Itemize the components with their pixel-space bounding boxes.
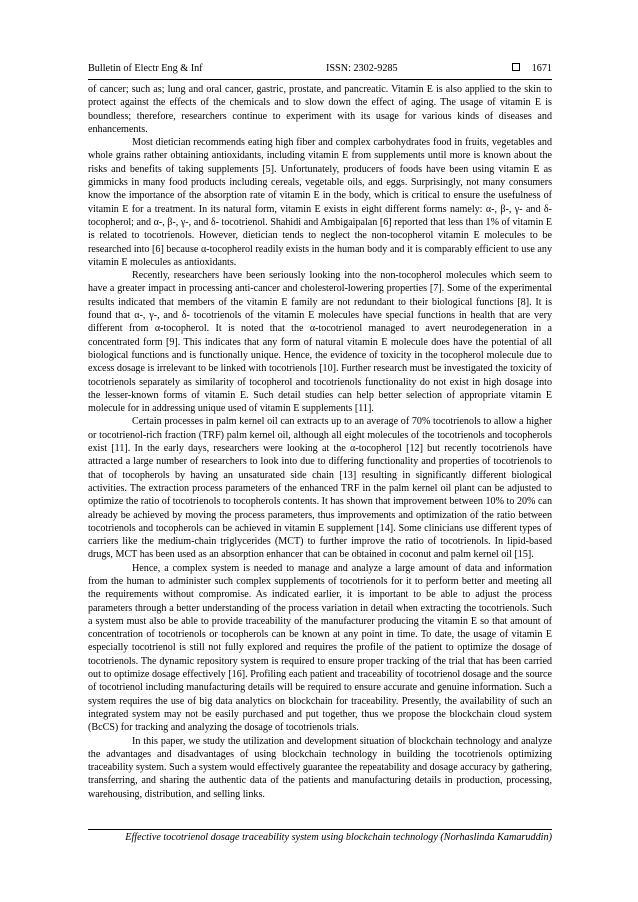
- page-number-group: [512, 61, 552, 77]
- paragraph-1: of cancer; such as; lung and oral cancer, gastric, prostate, and pancreatic. Vitamin E is also applied to the skin to protect against the effects of the chemicals and to slow down the effect of aging. The usage of vitamin E is boundless; therefore, researchers continue to experiment with its usage for various kinds of diseases and enhancements.: [88, 84, 552, 135]
- paragraph-6: In this paper, we study the utilization and development situation of blockchain technology and analyze the advantages and disadvantages of using blockchain technology in building the tocotrienols optimizing traceability system. Such a system would effectively guarantee the repeatability and dosage accuracy by gathering, transferring, and sharing the authentic data of the patients and manufacturing details in production, processing, warehousing, distribution, and selling links.: [88, 735, 552, 800]
- footer-divider: [88, 829, 552, 830]
- issn: ISSN: 2302-9285: [326, 63, 398, 74]
- running-title: Effective tocotrienol dosage traceability system using blockchain technology (Norhaslinda Kamaruddin): [125, 832, 552, 843]
- page-number: 1671: [531, 63, 552, 74]
- header-divider: [88, 79, 552, 80]
- paragraph-5: Hence, a complex system is needed to manage and analyze a large amount of data and information from the human to administer such complex supplements of tocotrienols for it to perform better and meeting all the requirements without compromise. As indicated earlier, it is important to be able to adjust the process parameters through a better understanding of the process variation in detail when extracting the tocotrienols. Such a system must also be able to provide traceability of the manufacturer producing the vitamin E so that amount of concentration of tocotrienols or tocopherols can be known at any point in time. To date, the usage of vitamin E especially tocotrienol is still not fully explored and requires the profile of the patient to optimize the dosage of tocotrienols. The dynamic repository system is required to ensure proper tracking of the trial that has been carried out to optimize dosage effectively [16]. Profiling each patient and traceability of tocotrienol dosage and the source of tocotrienol including manufacturing details will be required to ensure accurate and genuine information. Such a system requires the use of big data analytics on blockchain for traceability. Presently, the availability of such an integrated system may not be easily purchased and put together, thus we propose the blockchain cloud system (BcCS) for tracking and analyzing the dosage of tocotrienols trials.: [88, 562, 552, 734]
- paragraph-2: Most dietician recommends eating high fiber and complex carbohydrates food in fruits, vegetables and whole grains rather obtaining antioxidants, including vitamin E from supplements until more is known about the risks and benefits of taking supplements [5]. Unfortunately, producers of foods have been using vitamin E as gimmicks in many food products including cereals, vegetable oils, and eggs. Surprisingly, not many consumers know the importance of the absorption rate of vitamin E in the body, which is critical to ensure the usefulness of vitamin E for a treatment. In its natural form, vitamin E exists in eight different forms namely: α-, β-, γ- and δ-tocopherol; and α-, β-, γ-, and δ- tocotrienol. Shahidi and Ambigaipalan [6] reported that less than 1% of vitamin E is related to tocotrienols. However, dietician tends to neglect the non-tocopherol vitamin E molecules to be researched into [6] because α-tocopherol readily exists in the human body and it is comparably efficient to use any vitamin E molecules as antioxidants.: [88, 137, 552, 268]
- body-text: [88, 83, 552, 801]
- paragraph-4: Certain processes in palm kernel oil can extracts up to an average of 70% tocotrienols to allow a higher or tocotrienol-rich fraction (TRF) palm kernel oil, although all eight molecules of the tocotrienols and tocopherols exist [11]. In the early days, researchers were looking at the α-tocopherol [12] but recently tocotrienols have attracted a large number of researchers to look into due to differing functionality and properties of tocotrienols to that of tocopherols by having an unsaturated side chain [13] resulting in significantly different biological activities. The extraction process parameters of the enhanced TRF in the palm kernel oil plant can be adjusted to optimize the ratio of tocotrienols to tocopherols contents. It has shown that improvement between 10% to 20% can already be achieved by moving the process parameters, thus improvements and optimization of the ratio between tocotrienols and tocopherols can be achieved in vitamin E supplement [14]. Some clinicians use different types of carriers like the medium-chain triglycerides (MCT) to further improve the ratio of tocotrienols. In lipid-based drugs, MCT has been used as an absorption enhancer that can be obtained in coconut and palm kernel oil [15].: [88, 416, 552, 561]
- journal-name: Bulletin of Electr Eng & Inf: [88, 63, 203, 74]
- paragraph-3: Recently, researchers have been seriously looking into the non-tocopherol molecules which seem to have a greater impact in processing anti-cancer and cholesterol-lowering properties [7]. Some of the experimental results indicated that members of the vitamin E family are not redundant to their biological functions [8]. It is found that α-, γ-, and δ- tocotrienols of the vitamin E molecules have special functions in health that are very different from α-tocopherol. It is noted that the α-tocotrienol managed to avert neurodegeneration in a concentrated form [9]. This indicates that any form of natural vitamin E molecule does have the potential of all biological functions and is functionally unique. Hence, the evidence of toxicity in the tocopherol molecule due to excess dosage is irrelevant to be linked with tocotrienols [10]. Further research must be investigated the toxicity of tocotrienols separately as similarity of tocopherol and tocotrienols functionality do not exist in high dosage into the lesser-known forms of vitamin E. Such detail studies can help better selection of appropriate vitamin E molecule for in addressing unique used of vitamin E supplements [11].: [88, 270, 552, 415]
- page-header: [88, 61, 552, 77]
- checkbox-square-icon: [512, 63, 520, 71]
